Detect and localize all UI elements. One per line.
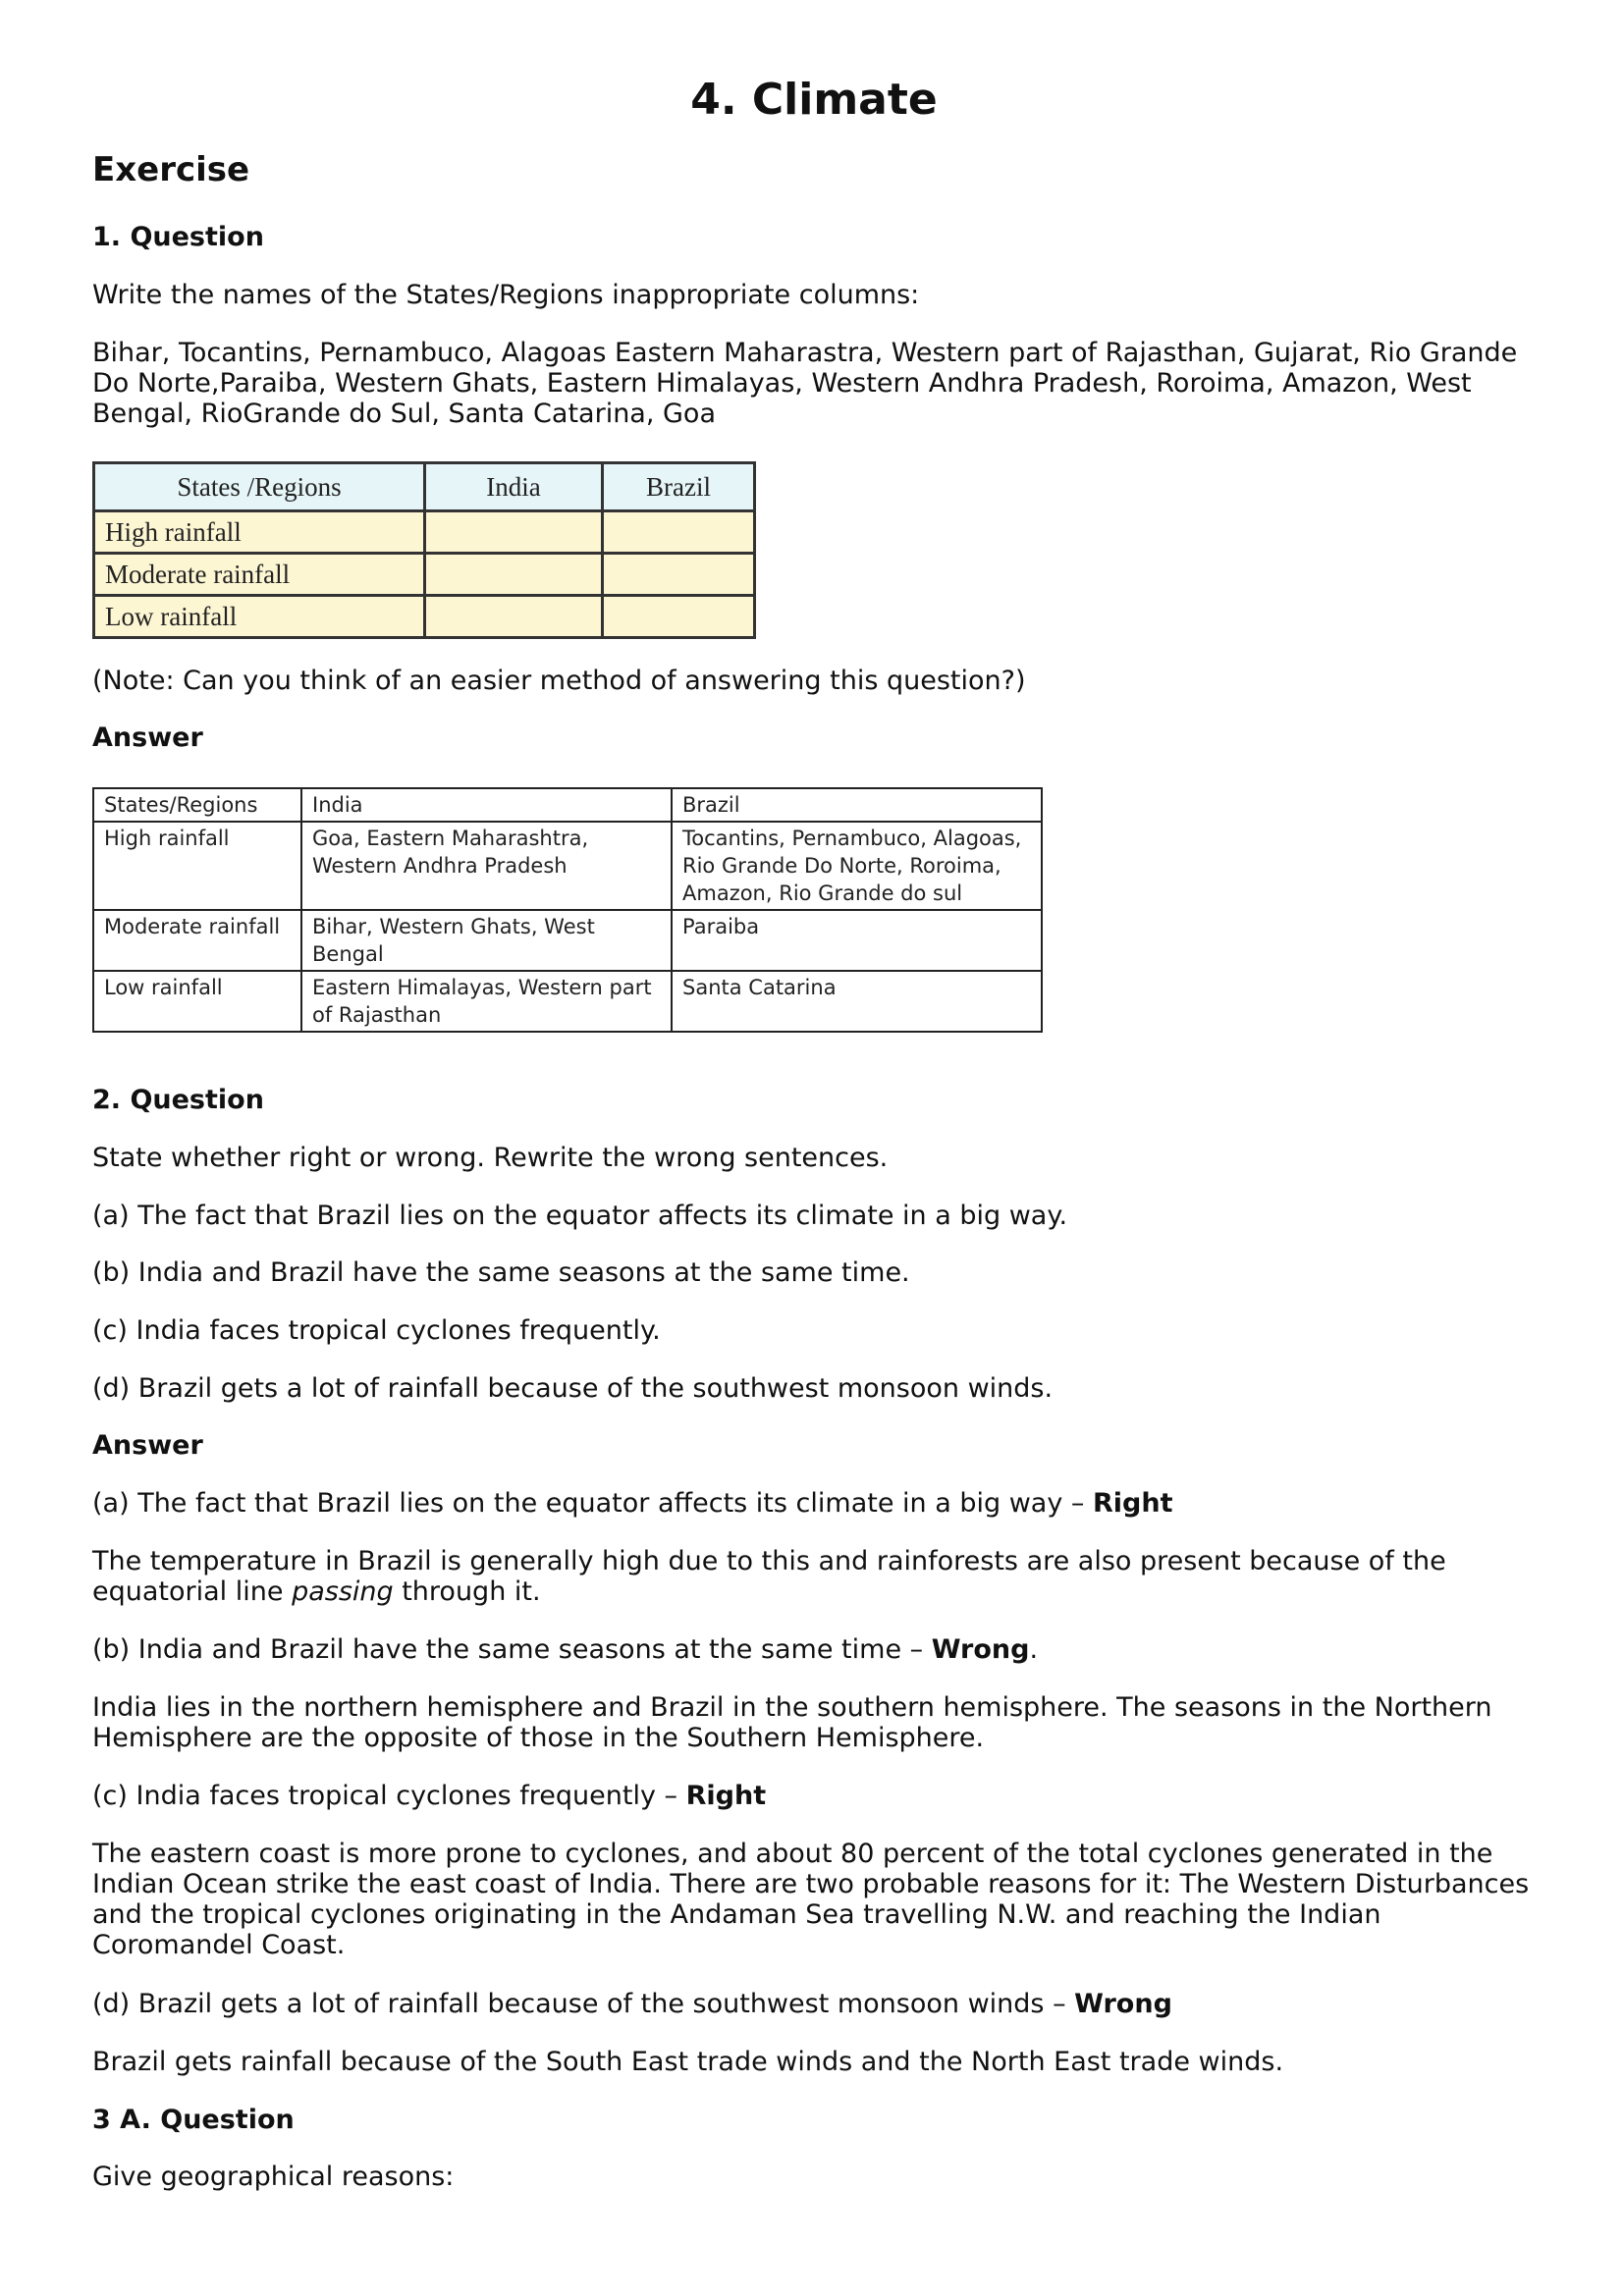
blank-cell — [603, 554, 755, 596]
verdict-label: Right — [1092, 1488, 1173, 1519]
table-cell: Santa Catarina — [672, 971, 1042, 1032]
verdict-label: Wrong — [931, 1634, 1030, 1665]
question-1-note: (Note: Can you think of an easier method of answering this question?) — [92, 666, 1026, 696]
question-2-item-a: (a) The fact that Brazil lies on the equator affects its climate in a big way. — [92, 1201, 1068, 1231]
table-cell: Low rainfall — [93, 971, 301, 1032]
question-1-heading: 1. Question — [92, 222, 264, 252]
table-row — [94, 554, 755, 596]
table-row — [93, 971, 1042, 1032]
table-header: India — [301, 788, 672, 822]
table-cell: Paraiba — [672, 910, 1042, 971]
table-cell: High rainfall — [93, 822, 301, 910]
question-2-item-c: (c) India faces tropical cyclones frequently. — [92, 1315, 661, 1346]
answer-d-explanation: Brazil gets rainfall because of the South East trade winds and the North East trade winds. — [92, 2047, 1284, 2077]
table-header-row — [93, 788, 1042, 822]
table-cell: Tocantins, Pernambuco, Alagoas, Rio Grande Do Norte, Roroima, Amazon, Rio Grande do sul — [672, 822, 1042, 910]
emphasis-text: passing — [292, 1576, 394, 1607]
verdict-label: Right — [685, 1781, 767, 1811]
question-1-prompt: Write the names of the States/Regions inappropriate columns: — [92, 280, 920, 310]
answer-b-explanation: India lies in the northern hemisphere and Brazil in the southern hemisphere. The seasons in the Northern Hemisphere are the opposite of those in the Southern Hemisphere. — [92, 1692, 1492, 1753]
answer-c-statement — [92, 1781, 1536, 1811]
answer-a-explanation — [92, 1546, 1536, 1607]
question-2-item-b: (b) India and Brazil have the same seasons at the same time. — [92, 1257, 910, 1288]
table-row — [93, 822, 1042, 910]
table-cell: Eastern Himalayas, Western part of Rajasthan — [301, 971, 672, 1032]
question-2-answer-label: Answer — [92, 1430, 203, 1461]
table-row — [94, 511, 755, 554]
table-cell: High rainfall — [94, 511, 425, 554]
table-row — [94, 596, 755, 638]
table-header: Brazil — [603, 463, 755, 511]
table-cell: Goa, Eastern Maharashtra, Western Andhra Pradesh — [301, 822, 672, 910]
table-cell: Bihar, Western Ghats, West Bengal — [301, 910, 672, 971]
table-header: India — [425, 463, 603, 511]
answer-b-statement — [92, 1634, 1536, 1665]
table-header: States /Regions — [94, 463, 425, 511]
statement-text: (b) India and Brazil have the same seasons at the same time – — [92, 1634, 932, 1665]
table-header: Brazil — [672, 788, 1042, 822]
question-2-heading: 2. Question — [92, 1085, 264, 1115]
question-3-heading: 3 A. Question — [92, 2105, 295, 2135]
blank-cell — [425, 511, 603, 554]
question-1-list: Bihar, Tocantins, Pernambuco, Alagoas Eastern Maharastra, Western part of Rajasthan, Gujarat, Rio Grande Do Norte,Paraiba, Western Ghats, Eastern Himalayas, Western Andhra Pradesh, Roroima, Amazon, West Bengal, RioGrande do Sul, Santa Catarina, Goa — [92, 338, 1518, 429]
question-3-prompt: Give geographical reasons: — [92, 2162, 455, 2192]
blank-cell — [425, 596, 603, 638]
question-2-item-d: (d) Brazil gets a lot of rainfall because of the southwest monsoon winds. — [92, 1373, 1054, 1404]
table-header-row — [94, 463, 755, 511]
blank-cell — [603, 511, 755, 554]
answer-c-explanation: The eastern coast is more prone to cyclones, and about 80 percent of the total cyclones generated in the Indian Ocean strike the east coast of India. There are two probable reasons for it: The Western Disturbances and the tropical cyclones originating in the Andaman Sea travelling N.W. and reaching the Indian Coromandel Coast. — [92, 1839, 1530, 1960]
explanation-text: through it. — [393, 1576, 541, 1607]
blank-cell — [603, 596, 755, 638]
question-1-table — [92, 461, 756, 639]
table-row — [93, 910, 1042, 971]
punctuation: . — [1029, 1634, 1039, 1665]
answer-a-statement — [92, 1488, 1536, 1519]
table-header: States/Regions — [93, 788, 301, 822]
question-2-prompt: State whether right or wrong. Rewrite the wrong sentences. — [92, 1143, 889, 1173]
section-heading: Exercise — [92, 150, 250, 189]
blank-cell — [425, 554, 603, 596]
question-1-answer-label: Answer — [92, 722, 203, 753]
explanation-text: The temperature in Brazil is generally high due to this and rainforests are also present because of the equatorial line — [92, 1546, 1446, 1607]
page-title: 4. Climate — [690, 75, 938, 125]
answer-d-statement — [92, 1989, 1536, 2019]
table-cell: Moderate rainfall — [94, 554, 425, 596]
table-cell: Low rainfall — [94, 596, 425, 638]
table-cell: Moderate rainfall — [93, 910, 301, 971]
statement-text: (a) The fact that Brazil lies on the equator affects its climate in a big way – — [92, 1488, 1093, 1519]
statement-text: (d) Brazil gets a lot of rainfall because of the southwest monsoon winds – — [92, 1989, 1075, 2019]
verdict-label: Wrong — [1074, 1989, 1172, 2019]
answer-table — [92, 787, 1043, 1033]
statement-text: (c) India faces tropical cyclones frequently – — [92, 1781, 686, 1811]
